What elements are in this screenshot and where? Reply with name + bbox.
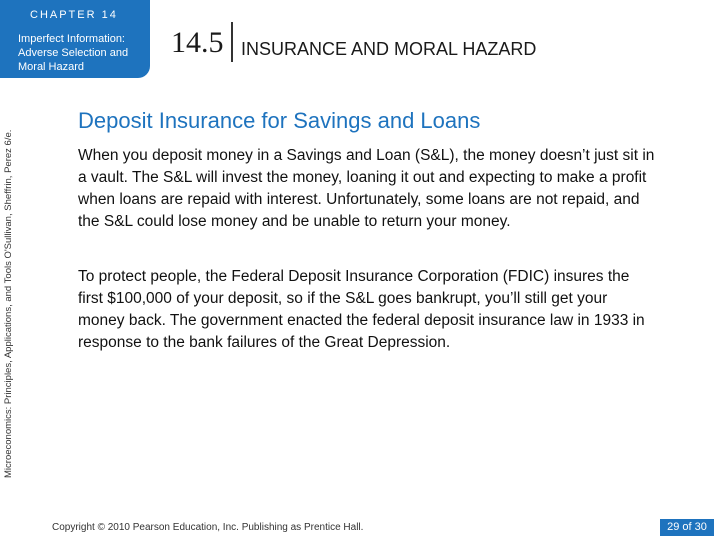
chapter-tab bbox=[0, 0, 150, 78]
chapter-label: CHAPTER 14 bbox=[30, 9, 118, 21]
side-credit: Microeconomics: Principles, Applications, and Tools O'Sullivan, Sheffrin, Perez 6/e. bbox=[3, 129, 14, 478]
page-indicator: 29 of 30 bbox=[660, 519, 714, 536]
paragraph-1: When you deposit money in a Savings and Loan (S&L), the money doesn’t just sit in a vault. The S&L will invest the money, loaning it out and expecting to make a profit when loans are repaid with interest. Unfortunately, some loans are not repaid, and the S&L could lose money and be unable to return your money. bbox=[78, 147, 655, 230]
chapter-title: Imperfect Information: Adverse Selection and Moral Hazard bbox=[18, 33, 129, 73]
section-title: INSURANCE AND MORAL HAZARD bbox=[241, 39, 537, 59]
section-number: 14.5 bbox=[171, 26, 224, 59]
slide-heading: Deposit Insurance for Savings and Loans bbox=[78, 108, 481, 133]
copyright-notice: Copyright © 2010 Pearson Education, Inc. Publishing as Prentice Hall. bbox=[52, 522, 364, 533]
section-divider bbox=[231, 22, 233, 62]
paragraph-2: To protect people, the Federal Deposit Insurance Corporation (FDIC) insures the first $100,000 of your deposit, so if the S&L goes bankrupt, you’ll still get your money back. The government enacted the federal deposit insurance law in 1933 in response to the bank failures of the Great Depression. bbox=[78, 268, 645, 351]
